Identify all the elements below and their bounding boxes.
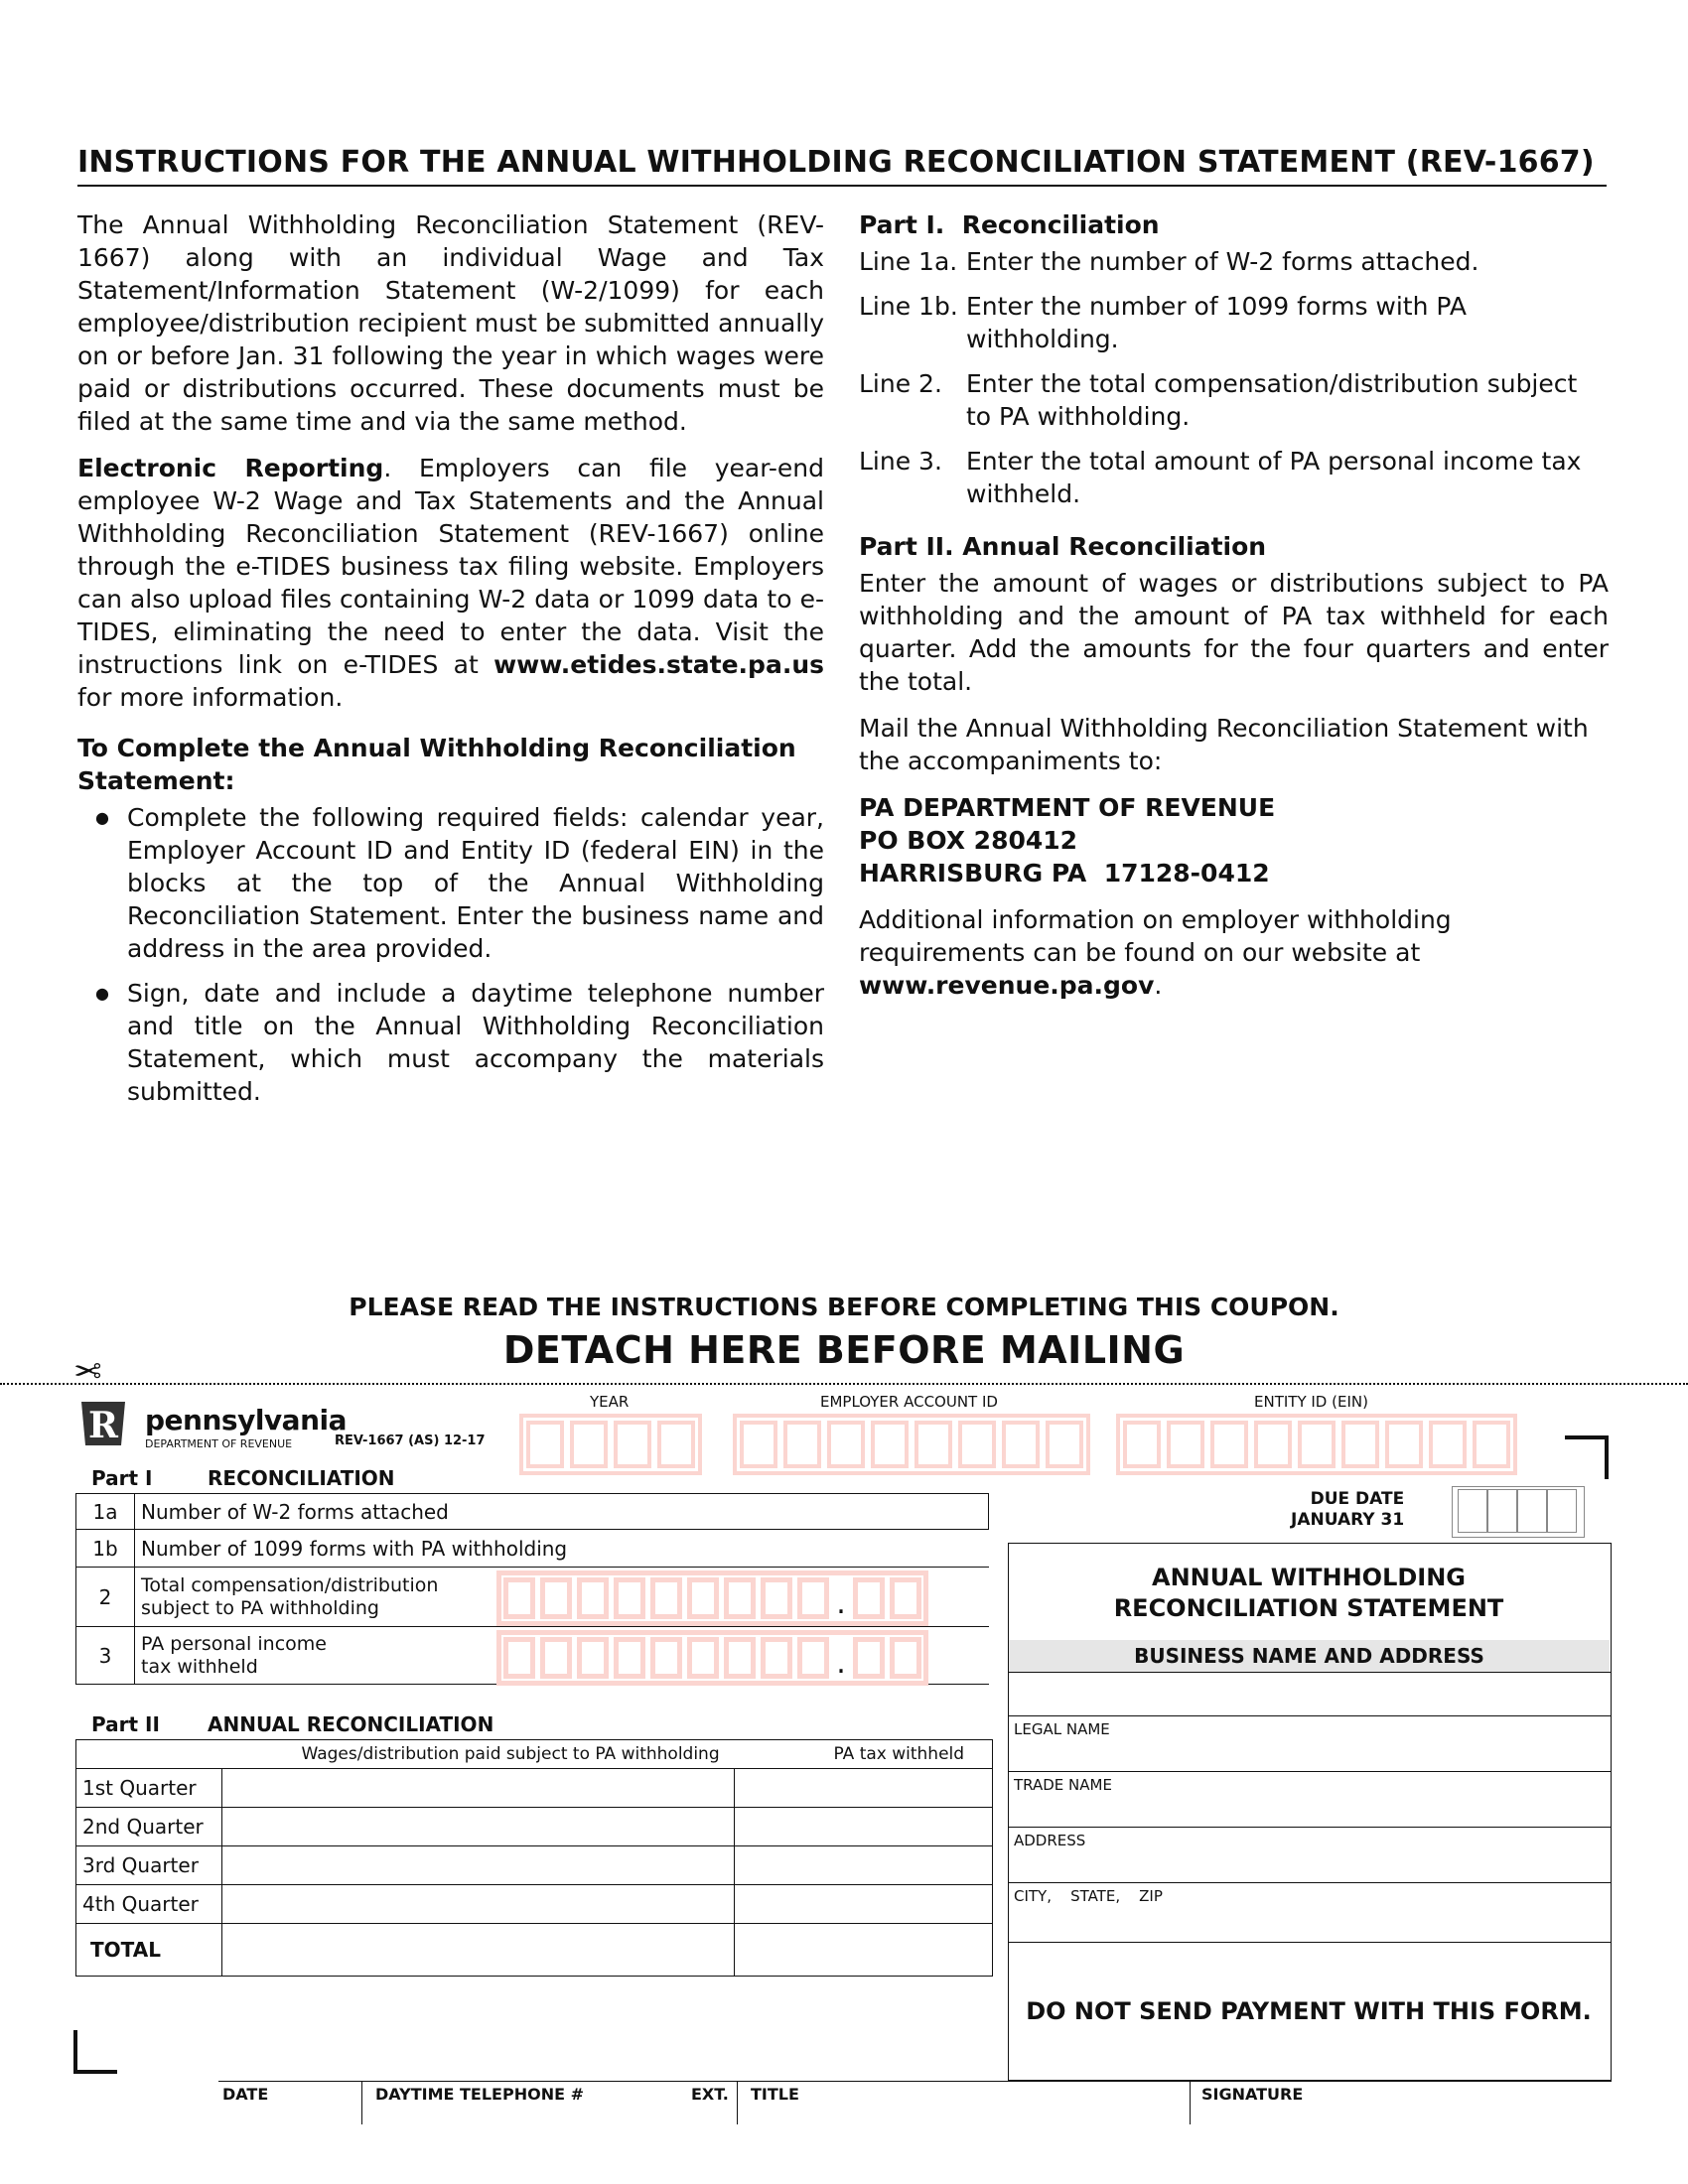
due-date-line: DUE DATE: [1310, 1489, 1405, 1509]
ein-digit-box[interactable]: [1123, 1421, 1161, 1468]
detach-notice: DETACH HERE BEFORE MAILING: [502, 1328, 1186, 1372]
row-number: 2: [76, 1568, 135, 1627]
line-label: Line 3.: [859, 447, 942, 476]
amount-digit-box[interactable]: [724, 1577, 756, 1619]
ext-label: EXT.: [691, 2085, 729, 2104]
part2-name: ANNUAL RECONCILIATION: [208, 1712, 494, 1736]
line-text: Enter the total compensation/distribution subject to PA withholding.: [966, 369, 1578, 431]
date-label: DATE: [222, 2085, 269, 2104]
table-row: [76, 1924, 993, 1977]
due-date-box[interactable]: [1487, 1489, 1517, 1533]
year-digit-box[interactable]: [657, 1421, 695, 1468]
logo-department: DEPARTMENT OF REVENUE: [145, 1437, 293, 1450]
divider: [1008, 1882, 1612, 1883]
row-description: Total compensation/distribution: [141, 1573, 439, 1596]
etides-link[interactable]: www.etides.state.pa.us: [493, 650, 824, 679]
no-payment-notice: DO NOT SEND PAYMENT WITH THIS FORM.: [1026, 1997, 1592, 2025]
statement-title: [1008, 1563, 1610, 1624]
trade-name-field[interactable]: [1009, 1795, 1609, 1825]
amount-digit-box[interactable]: [614, 1637, 645, 1679]
row-description: PA personal income: [141, 1632, 327, 1655]
registration-corner-mark: [73, 2030, 117, 2074]
divider: [1008, 1771, 1612, 1772]
account-digit-box[interactable]: [871, 1421, 909, 1468]
list-item: ● Sign, date and include a daytime telephone number and title on the Annual Withholding Reconciliation Statement, which must accompany the materials submitted.: [127, 977, 824, 1108]
line-3: [859, 445, 1609, 510]
revenue-link[interactable]: www.revenue.pa.gov: [859, 971, 1155, 1000]
ein-digit-box[interactable]: [1341, 1421, 1379, 1468]
wages-column-header: Wages/distribution paid subject to PA withholding: [222, 1740, 735, 1769]
address-label: ADDRESS: [1014, 1832, 1086, 1849]
legal-name-label: LEGAL NAME: [1014, 1720, 1110, 1738]
table-header-row: [76, 1740, 993, 1769]
ein-digit-box[interactable]: [1429, 1421, 1467, 1468]
q3-wages-field[interactable]: [222, 1846, 735, 1885]
w2-count-field[interactable]: [135, 1494, 989, 1530]
electronic-heading: Electronic Reporting: [77, 454, 384, 482]
phone-label: DAYTIME TELEPHONE #: [375, 2085, 584, 2104]
tax-withheld-input-group: [496, 1630, 928, 1686]
total-compensation-input-group: [496, 1570, 928, 1626]
amount-digit-box[interactable]: [650, 1577, 682, 1619]
mailing-address: [859, 791, 1609, 889]
divider: [1008, 1827, 1612, 1828]
table-row: [76, 1769, 993, 1808]
instructions-right-column: [859, 208, 1609, 1016]
form-number: REV-1667 (AS) 12-17: [335, 1433, 486, 1448]
business-name-address-label: BUSINESS NAME AND ADDRESS: [1134, 1644, 1484, 1668]
part1-name: RECONCILIATION: [208, 1466, 395, 1490]
year-label: YEAR: [590, 1393, 630, 1411]
line-text: Enter the number of W-2 forms attached.: [966, 247, 1479, 276]
account-digit-box[interactable]: [958, 1421, 996, 1468]
phone-field[interactable]: [365, 2105, 683, 2124]
quarter-label: 1st Quarter: [76, 1769, 222, 1808]
total-wages-field[interactable]: [222, 1924, 735, 1977]
registration-corner-mark: [1565, 1435, 1609, 1479]
q1-tax-field[interactable]: [735, 1769, 993, 1808]
account-digit-box[interactable]: [914, 1421, 952, 1468]
due-date-boxes: [1458, 1489, 1577, 1533]
part2-label: Part II: [91, 1712, 160, 1736]
divider: [1008, 1715, 1612, 1716]
table-row: [76, 1530, 989, 1568]
amount-digit-box[interactable]: [650, 1637, 682, 1679]
legal-name-field[interactable]: [1009, 1739, 1609, 1769]
account-digit-box[interactable]: [1046, 1421, 1083, 1468]
part2-paragraph: Enter the amount of wages or distributions subject to PA withholding and the amount of PA tax withheld for each quarter. Add the amounts for the four quarters and enter the total.: [859, 569, 1609, 696]
amount-digit-box[interactable]: [577, 1577, 609, 1619]
part2-table: [75, 1739, 993, 1977]
quarter-label: 2nd Quarter: [76, 1808, 222, 1846]
trade-name-label: TRADE NAME: [1014, 1776, 1112, 1794]
list-item: ● Complete the following required fields: calendar year, Employer Account ID and Entity ID (federal EIN) in the blocks at the top of the Annual Withholding Reconciliation Statement. Enter the business name and address in the area provided.: [127, 801, 824, 965]
total-tax-field[interactable]: [735, 1924, 993, 1977]
quarter-label: 3rd Quarter: [76, 1846, 222, 1885]
part2-heading: Part II. Annual Reconciliation: [859, 532, 1267, 561]
line-1a: [859, 245, 1609, 278]
due-date-box[interactable]: [1458, 1489, 1487, 1533]
account-digit-box[interactable]: [740, 1421, 777, 1468]
line-1b: [859, 290, 1609, 355]
part1-heading: Part I. Reconciliation: [859, 210, 1160, 239]
cents-digit-box[interactable]: [890, 1637, 921, 1679]
line-label: Line 2.: [859, 369, 942, 398]
cents-digit-box[interactable]: [890, 1577, 921, 1619]
form1099-count-field[interactable]: [135, 1530, 989, 1568]
cents-digit-box[interactable]: [853, 1637, 885, 1679]
amount-digit-box[interactable]: [724, 1637, 756, 1679]
part1-label: Part I: [91, 1466, 153, 1490]
ein-digit-box[interactable]: [1473, 1421, 1510, 1468]
logo-name: pennsylvania: [145, 1404, 347, 1436]
amount-digit-box[interactable]: [503, 1637, 535, 1679]
divider: [1190, 2081, 1191, 2124]
electronic-tail: for more information.: [77, 683, 344, 712]
account-id-input-group: [733, 1414, 1090, 1475]
row-number: 3: [76, 1627, 135, 1685]
address-line: PA DEPARTMENT OF REVENUE: [859, 793, 1276, 822]
amount-digit-box[interactable]: [577, 1637, 609, 1679]
signature-field[interactable]: [1194, 2105, 1609, 2124]
detach-line: [0, 1383, 1688, 1385]
due-date-line: JANUARY 31: [1291, 1510, 1405, 1530]
amount-digit-box[interactable]: [687, 1577, 719, 1619]
due-date-box[interactable]: [1517, 1489, 1547, 1533]
additional-paragraph: [859, 903, 1609, 1002]
instruction-bullets: [77, 801, 824, 1108]
row-description: Number of W-2 forms attached: [141, 1499, 449, 1524]
amount-digit-box[interactable]: [540, 1577, 572, 1619]
year-digit-box[interactable]: [526, 1421, 564, 1468]
please-read-notice: PLEASE READ THE INSTRUCTIONS BEFORE COMPLETING THIS COUPON.: [349, 1293, 1339, 1321]
q4-wages-field[interactable]: [222, 1885, 735, 1924]
additional-text: Additional information on employer withholding requirements can be found on our website at: [859, 905, 1452, 967]
account-digit-box[interactable]: [783, 1421, 821, 1468]
city-state-zip-field[interactable]: [1009, 1906, 1609, 1940]
statement-title-line: RECONCILIATION STATEMENT: [1113, 1594, 1504, 1622]
city-state-zip-label: CITY, STATE, ZIP: [1014, 1887, 1163, 1905]
title-label: TITLE: [751, 2085, 799, 2104]
decimal-point: .: [836, 1646, 846, 1681]
instructions-left-column: [77, 208, 824, 1120]
total-label: TOTAL: [76, 1924, 222, 1977]
title-field[interactable]: [741, 2105, 1186, 2124]
q4-tax-field[interactable]: [735, 1885, 993, 1924]
year-digit-box[interactable]: [570, 1421, 608, 1468]
amount-digit-box[interactable]: [614, 1577, 645, 1619]
additional-tail: .: [1154, 971, 1163, 1000]
header-spacer: [76, 1740, 222, 1769]
account-digit-box[interactable]: [827, 1421, 865, 1468]
address-line: HARRISBURG PA 17128-0412: [859, 859, 1270, 887]
ein-digit-box[interactable]: [1254, 1421, 1292, 1468]
divider: [737, 2081, 738, 2124]
intro-paragraph: The Annual Withholding Reconciliation Statement (REV-1667) along with an individual Wage and Tax Statement/Information Statement (W-2/1099) for each employee/distribution recipient must be submitted annually on or before Jan. 31 following the year in which wages were paid or distributions occurred. These documents must be filed at the same time and via the same method.: [77, 210, 824, 436]
row-description: tax withheld: [141, 1655, 258, 1678]
signature-rule: [218, 2081, 1612, 2082]
amount-digit-box[interactable]: [797, 1577, 829, 1619]
row-number: 1b: [76, 1530, 135, 1568]
tax-column-header: PA tax withheld: [735, 1740, 993, 1769]
page-title: INSTRUCTIONS FOR THE ANNUAL WITHHOLDING RECONCILIATION STATEMENT (REV-1667): [77, 145, 1595, 180]
table-row: [76, 1494, 989, 1530]
ein-digit-box[interactable]: [1298, 1421, 1336, 1468]
ein-input-group: [1116, 1414, 1517, 1475]
table-row: [76, 1808, 993, 1846]
amount-digit-box[interactable]: [797, 1637, 829, 1679]
amount-digit-box[interactable]: [503, 1577, 535, 1619]
table-row: [76, 1846, 993, 1885]
amount-digit-box[interactable]: [540, 1637, 572, 1679]
electronic-text: . Employers can file year-end employee W-2 Wage and Tax Statements and the Annual Withholding Reconciliation Statement (REV-1667) online through the e-TIDES business tax filing website. Employers can also upload files containing W-2 data or 1099 data to e-TIDES, eliminating the need to enter the data. Visit the instructions link on e-TIDES at: [77, 454, 824, 679]
amount-digit-box[interactable]: [761, 1637, 792, 1679]
q2-tax-field[interactable]: [735, 1808, 993, 1846]
q1-wages-field[interactable]: [222, 1769, 735, 1808]
line-label: Line 1b.: [859, 292, 958, 321]
row-description: subject to PA withholding: [141, 1596, 379, 1619]
ein-digit-box[interactable]: [1167, 1421, 1204, 1468]
table-row: [76, 1885, 993, 1924]
cents-digit-box[interactable]: [853, 1577, 885, 1619]
signature-label: SIGNATURE: [1201, 2085, 1304, 2104]
divider: [1008, 1942, 1612, 1943]
ein-digit-box[interactable]: [1385, 1421, 1423, 1468]
ein-digit-box[interactable]: [1210, 1421, 1248, 1468]
logo-letter: R: [88, 1405, 118, 1446]
divider: [361, 2081, 362, 2124]
statement-title-line: ANNUAL WITHHOLDING: [1152, 1564, 1466, 1591]
divider: [1008, 1672, 1612, 1673]
title-rule: [77, 185, 1607, 187]
row-number: 1a: [76, 1494, 135, 1530]
quarter-label: 4th Quarter: [76, 1885, 222, 1924]
due-date-box[interactable]: [1547, 1489, 1577, 1533]
account-id-label: EMPLOYER ACCOUNT ID: [820, 1393, 998, 1411]
amount-digit-box[interactable]: [761, 1577, 792, 1619]
line-text: Enter the total amount of PA personal income tax withheld.: [966, 447, 1582, 508]
year-input-group: [519, 1414, 702, 1475]
year-digit-box[interactable]: [614, 1421, 651, 1468]
line-text: Enter the number of 1099 forms with PA withholding.: [966, 292, 1467, 353]
due-date-label: [1291, 1489, 1404, 1531]
q3-tax-field[interactable]: [735, 1846, 993, 1885]
date-field[interactable]: [218, 2105, 357, 2124]
mail-paragraph: Mail the Annual Withholding Reconciliation Statement with the accompaniments to:: [859, 714, 1589, 775]
line-2: [859, 367, 1609, 433]
complete-heading: To Complete the Annual Withholding Reconciliation Statement:: [77, 734, 796, 795]
account-digit-box[interactable]: [1002, 1421, 1040, 1468]
q2-wages-field[interactable]: [222, 1808, 735, 1846]
address-line: PO BOX 280412: [859, 826, 1078, 855]
row-description: Number of 1099 forms with PA withholding: [141, 1536, 568, 1561]
scissors-icon: ✂: [73, 1352, 102, 1392]
amount-digit-box[interactable]: [687, 1637, 719, 1679]
address-field[interactable]: [1009, 1850, 1609, 1880]
line-label: Line 1a.: [859, 247, 958, 276]
keystone-logo-icon: [77, 1398, 129, 1449]
electronic-paragraph: [77, 452, 824, 714]
decimal-point: .: [836, 1586, 846, 1621]
ein-label: ENTITY ID (EIN): [1254, 1393, 1368, 1411]
